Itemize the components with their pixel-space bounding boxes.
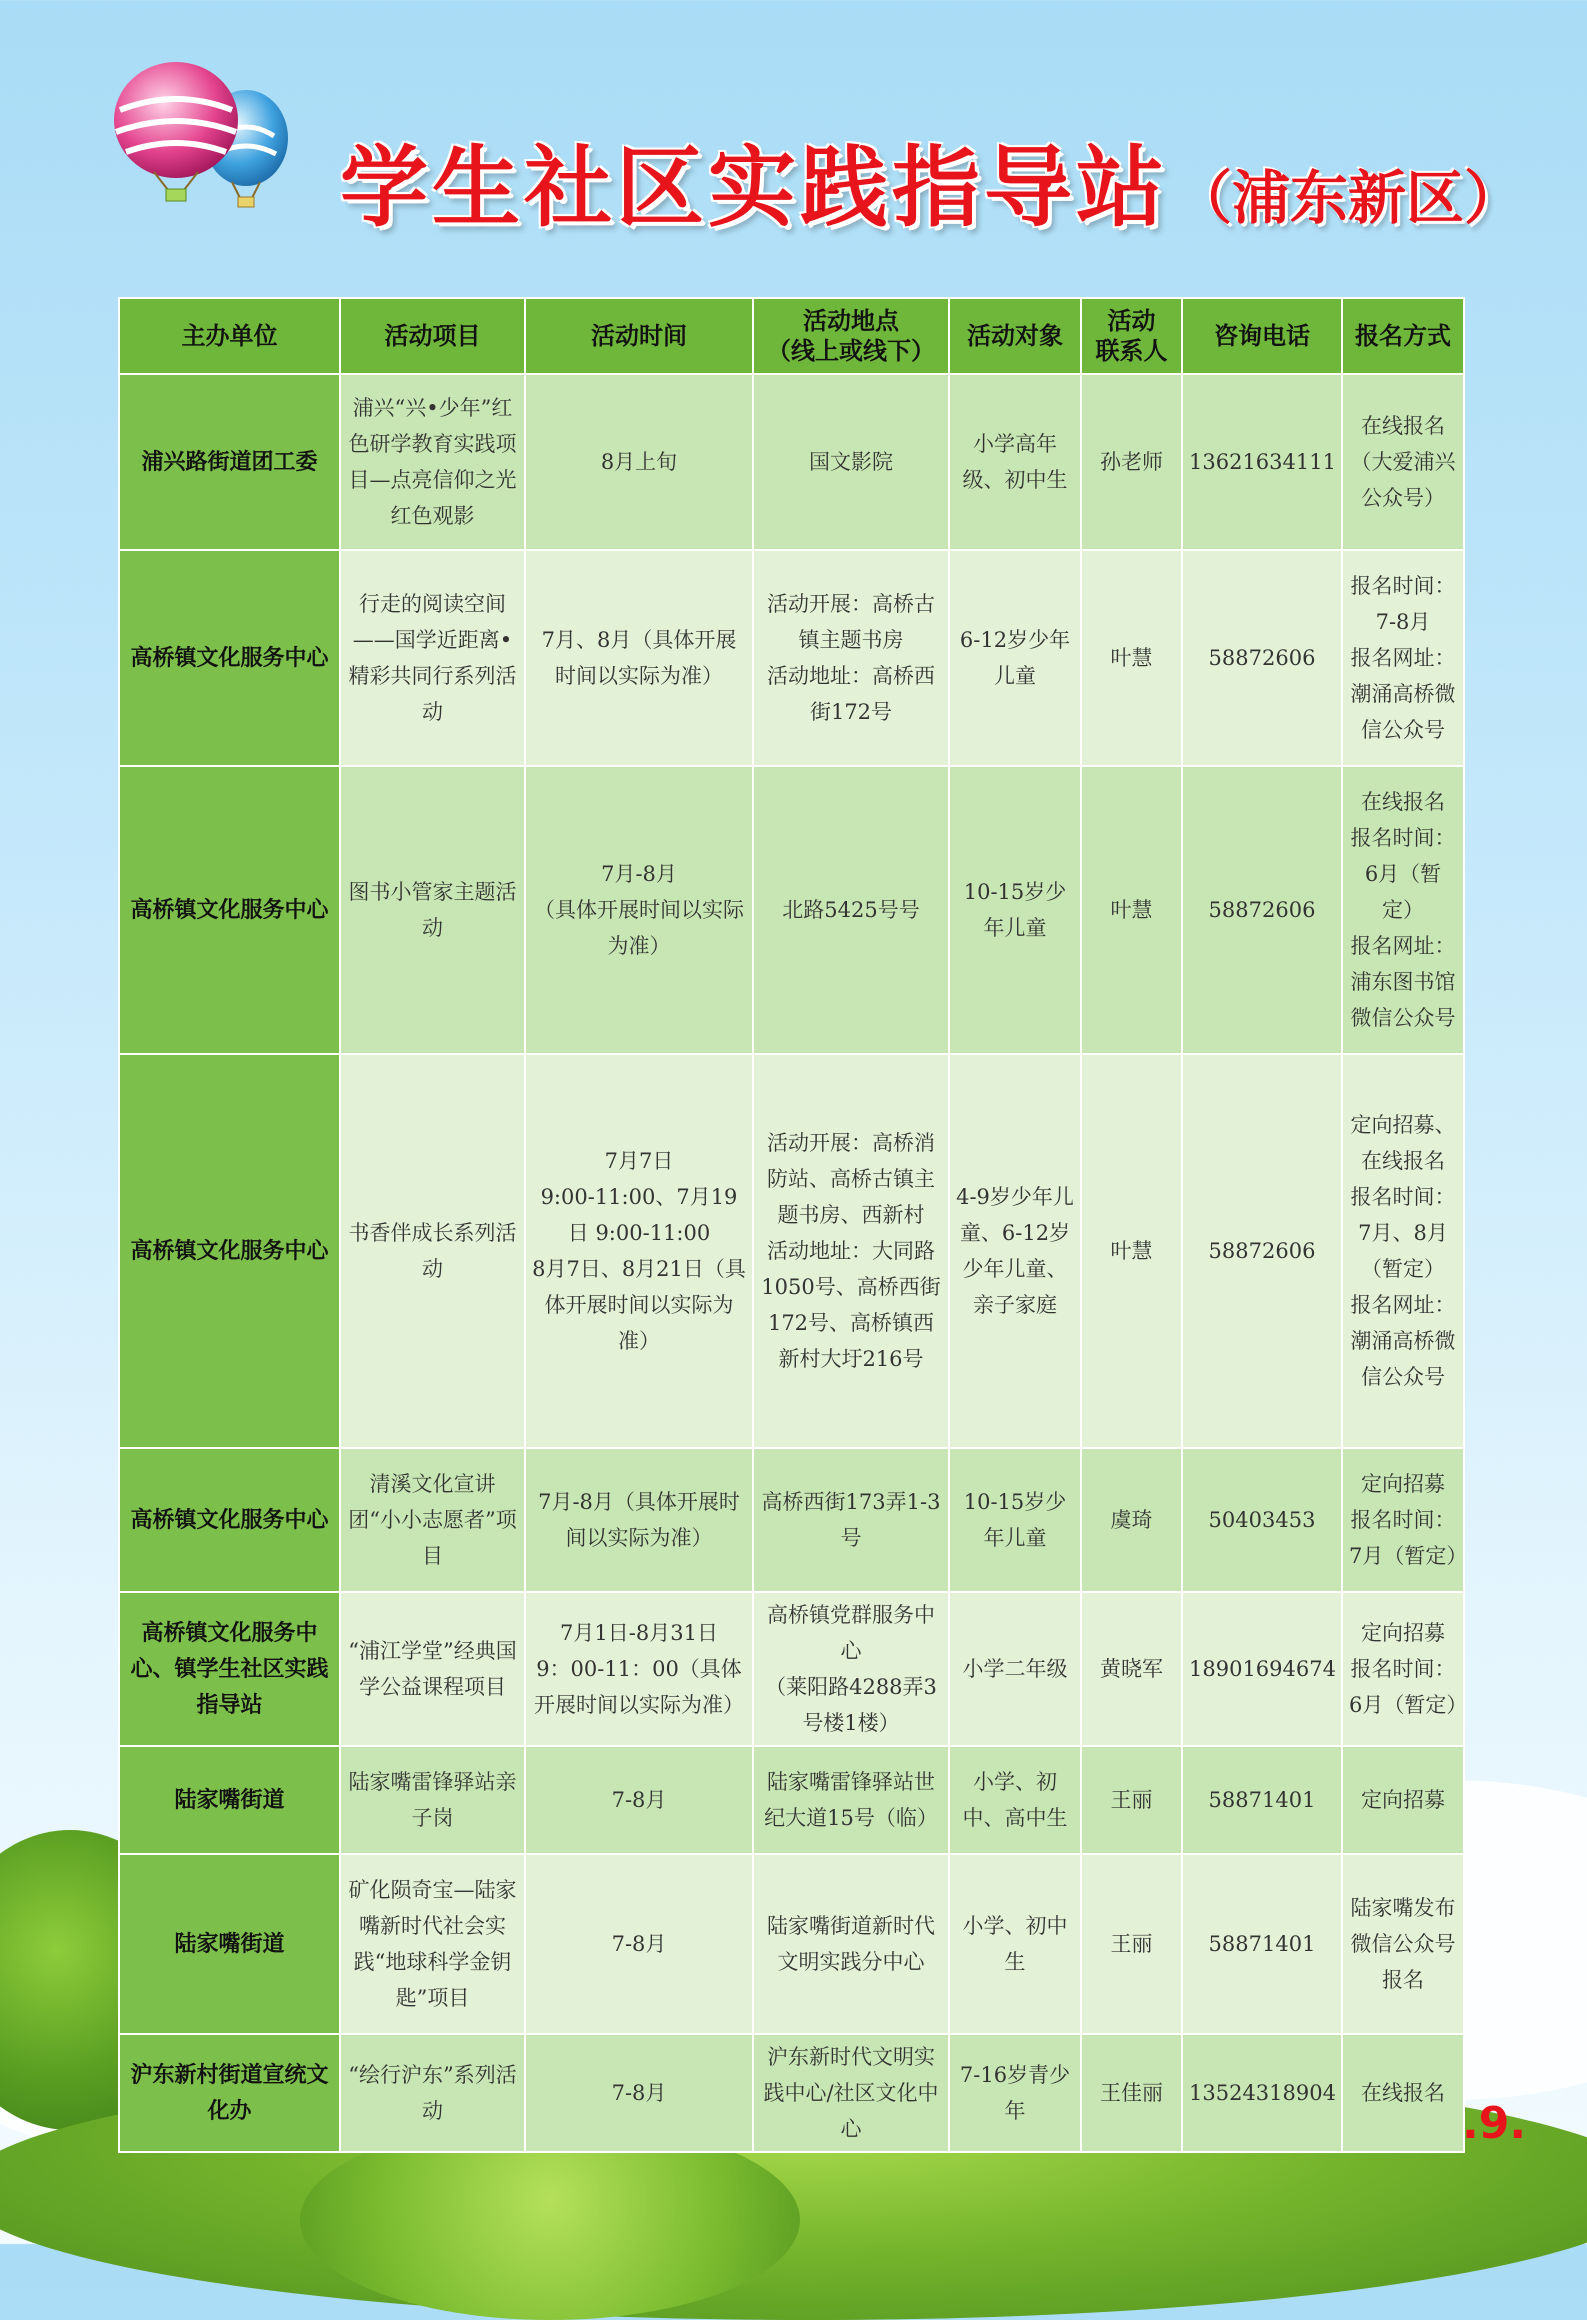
project-cell: “浦江学堂”经典国学公益课程项目: [340, 1592, 525, 1746]
column-header: 咨询电话: [1182, 298, 1342, 374]
table-header-row: [119, 298, 1464, 374]
location-cell: 高桥西街173弄1-3号: [753, 1448, 949, 1592]
contact-cell: 叶慧: [1081, 550, 1182, 766]
signup-cell: 定向招募 报名时间：6月（暂定）: [1342, 1592, 1464, 1746]
project-cell: 矿化陨奇宝—陆家嘴新时代社会实践“地球科学金钥匙”项目: [340, 1854, 525, 2034]
table-row: [119, 1054, 1464, 1448]
org-cell: 沪东新村街道宣统文化办: [119, 2034, 340, 2152]
time-cell: 8月上旬: [525, 374, 753, 550]
project-cell: 陆家嘴雷锋驿站亲子岗: [340, 1746, 525, 1854]
contact-cell: 王丽: [1081, 1854, 1182, 2034]
activity-table: [118, 297, 1468, 2153]
project-cell: 图书小管家主题活动: [340, 766, 525, 1054]
column-header: 活动项目: [340, 298, 525, 374]
pink-balloon-icon: [114, 62, 238, 201]
phone-cell: 58871401: [1182, 1854, 1342, 2034]
project-cell: “绘行沪东”系列活动: [340, 2034, 525, 2152]
target-cell: 小学二年级: [949, 1592, 1081, 1746]
location-cell: 国文影院: [753, 374, 949, 550]
signup-cell: 定向招募: [1342, 1746, 1464, 1854]
phone-cell: 13524318904: [1182, 2034, 1342, 2152]
phone-cell: 18901694674: [1182, 1592, 1342, 1746]
time-cell: 7月-8月（具体开展时间以实际为准）: [525, 1448, 753, 1592]
table-row: [119, 1592, 1464, 1746]
page-subtitle: （浦东新区）: [1174, 164, 1523, 232]
page-number: .9.: [1462, 2098, 1527, 2149]
phone-cell: 58872606: [1182, 550, 1342, 766]
target-cell: 小学高年级、初中生: [949, 374, 1081, 550]
phone-cell: 58871401: [1182, 1746, 1342, 1854]
column-header: 主办单位: [119, 298, 340, 374]
location-cell: 活动开展：高桥消防站、高桥古镇主题书房、西新村 活动地址：大同路1050号、高桥西街172号、高桥镇西新村大圩216号: [753, 1054, 949, 1448]
time-cell: 7-8月: [525, 2034, 753, 2152]
org-cell: 高桥镇文化服务中心: [119, 550, 340, 766]
location-cell: 陆家嘴街道新时代文明实践分中心: [753, 1854, 949, 2034]
target-cell: 10-15岁少年儿童: [949, 1448, 1081, 1592]
signup-cell: 报名时间：7-8月 报名网址：潮涌高桥微信公众号: [1342, 550, 1464, 766]
contact-cell: 叶慧: [1081, 766, 1182, 1054]
table-row: [119, 374, 1464, 550]
table-row: [119, 2034, 1464, 2152]
column-header: 活动对象: [949, 298, 1081, 374]
target-cell: 7-16岁青少年: [949, 2034, 1081, 2152]
org-cell: 浦兴路街道团工委: [119, 374, 340, 550]
column-header: 活动 联系人: [1081, 298, 1182, 374]
time-cell: 7月-8月 （具体开展时间以实际为准）: [525, 766, 753, 1054]
hot-air-balloons-illustration: [68, 58, 308, 218]
time-cell: 7月、8月（具体开展时间以实际为准）: [525, 550, 753, 766]
signup-cell: 在线报名（大爱浦兴公众号）: [1342, 374, 1464, 550]
column-header: 报名方式: [1342, 298, 1464, 374]
column-header: 活动时间: [525, 298, 753, 374]
phone-cell: 58872606: [1182, 1054, 1342, 1448]
time-cell: 7-8月: [525, 1854, 753, 2034]
location-cell: 北路5425号号: [753, 766, 949, 1054]
time-cell: 7月7日 9:00-11:00、7月19日 9:00-11:00 8月7日、8月21日（具体开展时间以实际为准）: [525, 1054, 753, 1448]
target-cell: 4-9岁少年儿童、6-12岁少年儿童、亲子家庭: [949, 1054, 1081, 1448]
table-row: [119, 1746, 1464, 1854]
phone-cell: 13621634111: [1182, 374, 1342, 550]
location-cell: 活动开展：高桥古镇主题书房 活动地址：高桥西街172号: [753, 550, 949, 766]
location-cell: 陆家嘴雷锋驿站世纪大道15号（临）: [753, 1746, 949, 1854]
contact-cell: 虞琦: [1081, 1448, 1182, 1592]
contact-cell: 黄晓军: [1081, 1592, 1182, 1746]
signup-cell: 定向招募、在线报名 报名时间：7月、8月（暂定） 报名网址：潮涌高桥微信公众号: [1342, 1054, 1464, 1448]
contact-cell: 王佳丽: [1081, 2034, 1182, 2152]
table-row: [119, 1448, 1464, 1592]
org-cell: 陆家嘴街道: [119, 1854, 340, 2034]
page-header: [340, 118, 1522, 244]
column-header: 活动地点 （线上或线下）: [753, 298, 949, 374]
phone-cell: 50403453: [1182, 1448, 1342, 1592]
phone-cell: 58872606: [1182, 766, 1342, 1054]
project-cell: 清溪文化宣讲团“小小志愿者”项目: [340, 1448, 525, 1592]
location-cell: 沪东新时代文明实践中心/社区文化中心: [753, 2034, 949, 2152]
location-cell: 高桥镇党群服务中心 （莱阳路4288弄3号楼1楼）: [753, 1592, 949, 1746]
org-cell: 陆家嘴街道: [119, 1746, 340, 1854]
table-row: [119, 550, 1464, 766]
contact-cell: 王丽: [1081, 1746, 1182, 1854]
project-cell: 书香伴成长系列活动: [340, 1054, 525, 1448]
org-cell: 高桥镇文化服务中心: [119, 1054, 340, 1448]
signup-cell: 定向招募 报名时间：7月（暂定）: [1342, 1448, 1464, 1592]
activity-table-container: [118, 297, 1468, 2153]
org-cell: 高桥镇文化服务中心: [119, 1448, 340, 1592]
target-cell: 10-15岁少年儿童: [949, 766, 1081, 1054]
time-cell: 7-8月: [525, 1746, 753, 1854]
signup-cell: 陆家嘴发布微信公众号报名: [1342, 1854, 1464, 2034]
time-cell: 7月1日-8月31日 9：00-11：00（具体开展时间以实际为准）: [525, 1592, 753, 1746]
table-row: [119, 766, 1464, 1054]
org-cell: 高桥镇文化服务中心: [119, 766, 340, 1054]
contact-cell: 孙老师: [1081, 374, 1182, 550]
target-cell: 小学、初中、高中生: [949, 1746, 1081, 1854]
signup-cell: 在线报名 报名时间：6月（暂定） 报名网址：浦东图书馆微信公众号: [1342, 766, 1464, 1054]
target-cell: 6-12岁少年儿童: [949, 550, 1081, 766]
project-cell: 行走的阅读空间——国学近距离•精彩共同行系列活动: [340, 550, 525, 766]
contact-cell: 叶慧: [1081, 1054, 1182, 1448]
target-cell: 小学、初中生: [949, 1854, 1081, 2034]
table-row: [119, 1854, 1464, 2034]
project-cell: 浦兴“兴•少年”红色研学教育实践项目—点亮信仰之光红色观影: [340, 374, 525, 550]
signup-cell: 在线报名: [1342, 2034, 1464, 2152]
org-cell: 高桥镇文化服务中心、镇学生社区实践指导站: [119, 1592, 340, 1746]
page-title: 学生社区实践指导站: [340, 136, 1169, 239]
